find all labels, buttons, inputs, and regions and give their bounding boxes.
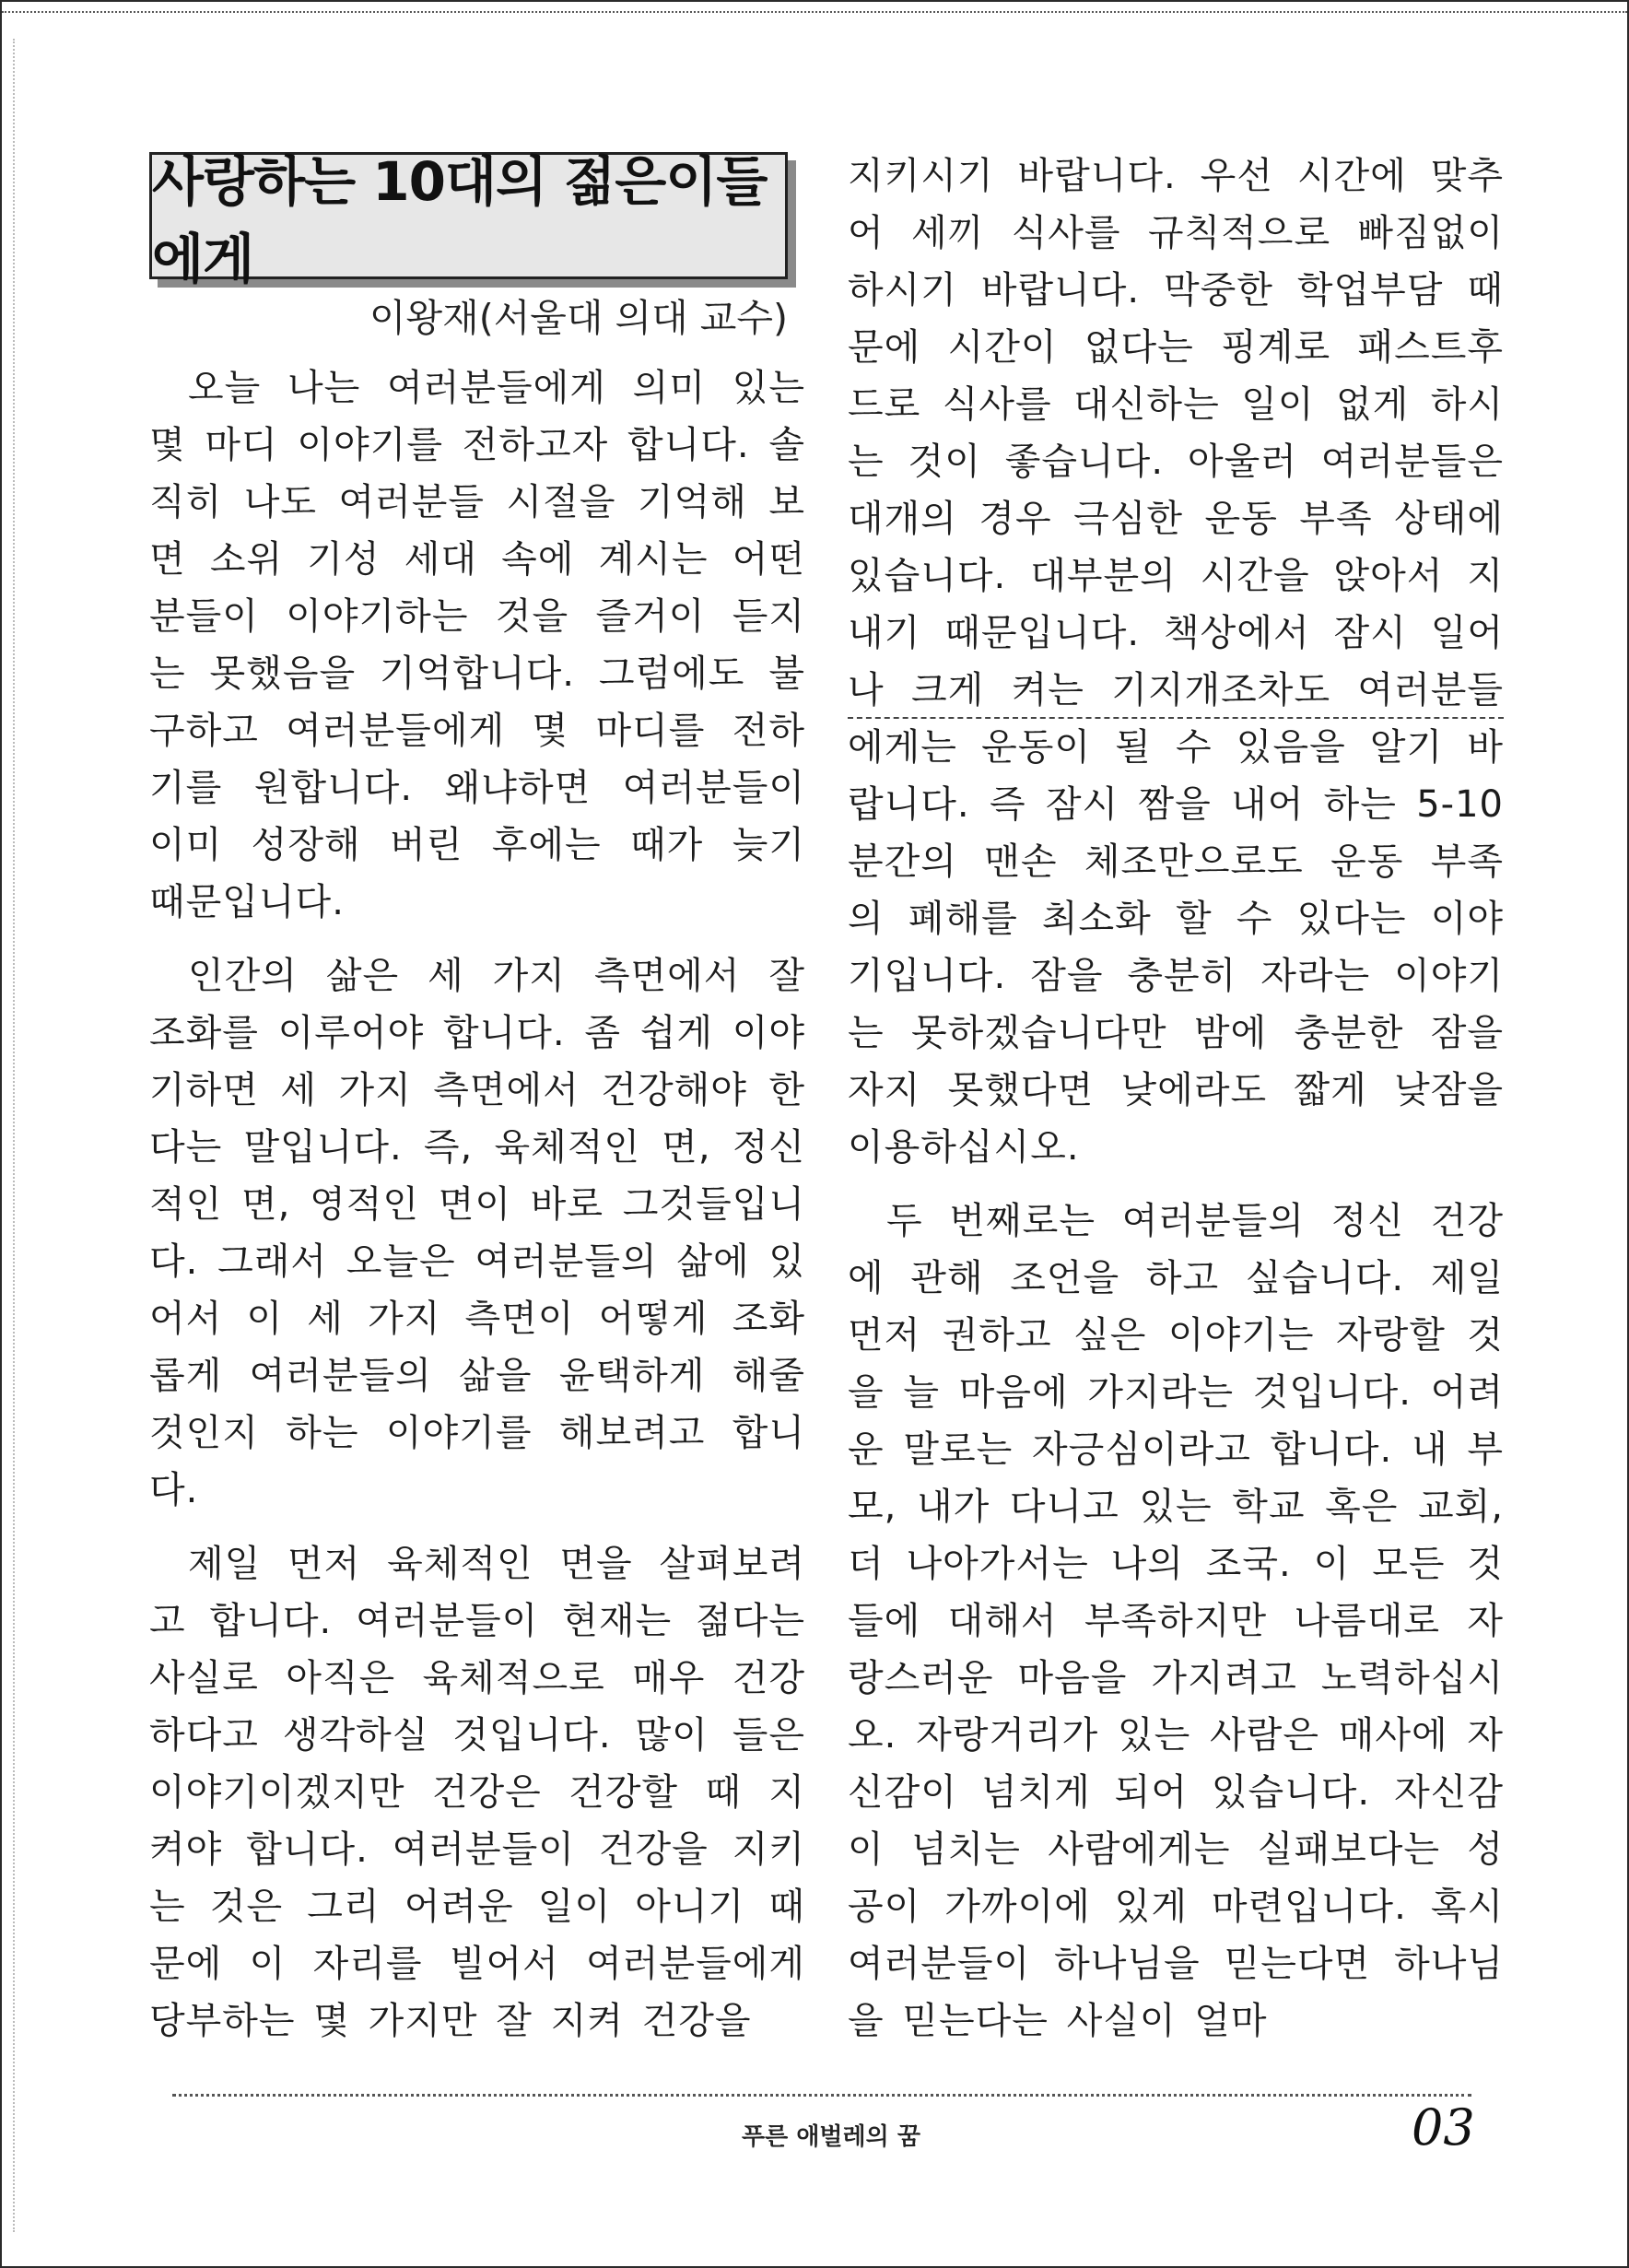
right-column bbox=[848, 147, 1504, 2066]
footer-divider bbox=[172, 2083, 1471, 2097]
byline: 이왕재(서울대 의대 교수) bbox=[369, 296, 788, 340]
left-column bbox=[149, 359, 805, 2066]
paragraph: 지키시기 바랍니다. 우선 시간에 맞추어 세끼 식사를 규칙적으로 빠짐없이 하시기 바랍니다. 막중한 학업부담 때문에 시간이 없다는 핑계로 패스트후드로 식사를 대신하는 일이 없게 하시는 것이 좋습니다. 아울러 여러분들은 대개의 경우 극심한 운동 부족 상태에 있습니다. 대부분의 시간을 앉아서 지내기 때문입니다. 책상에서 잠시 일어나 크게 켜는 기지개조차도 여러분들에게는 운동이 될 수 있음을 알기 바랍니다. 즉 잠시 짬을 내어 하는 5-10분간의 맨손 체조만으로도 운동 부족의 폐해를 최소화 할 수 있다는 이야기입니다. 잠을 충분히 자라는 이야기는 못하겠습니다만 밤에 충분한 잠을 자지 못했다면 낮에라도 짧게 낮잠을 이용하십시오. bbox=[848, 155, 1504, 1169]
publication-title: 푸른 애벌레의 꿈 bbox=[742, 2123, 920, 2151]
article-title: 사랑하는 10대의 젊은이들에게 bbox=[152, 150, 768, 290]
scan-artifact-line bbox=[848, 717, 1504, 719]
title-box bbox=[149, 150, 788, 290]
paragraph: 제일 먼저 육체적인 면을 살펴보려고 합니다. 여러분들이 현재는 젊다는 사실로 아직은 육체적으로 매우 건강하다고 생각하실 것입니다. 많이 들은 이야기이겠지만 건강은 건강할 때 지켜야 합니다. 여러분들이 건강을 지키는 것은 그리 어려운 일이 아니기 때문에 이 자리를 빌어서 여러분들에게 당부하는 몇 가지만 잘 지켜 건강을 bbox=[149, 1543, 805, 2042]
paragraph: 인간의 삶은 세 가지 측면에서 잘 조화를 이루어야 합니다. 좀 쉽게 이야기하면 세 가지 측면에서 건강해야 한다는 말입니다. 즉, 육체적인 면, 정신적인 면, 영적인 면이 바로 그것들입니다. 그래서 오늘은 여러분들의 삶에 있어서 이 세 가지 측면이 어떻게 조화롭게 여러분들의 삶을 윤택하게 해줄 것인지 하는 이야기를 해보려고 합니다. bbox=[149, 955, 805, 1511]
scan-margin-marks bbox=[13, 39, 22, 2232]
page-number: 03 bbox=[1412, 2098, 1475, 2156]
paragraph: 두 번째로는 여러분들의 정신 건강에 관해 조언을 하고 싶습니다. 제일 먼저 권하고 싶은 이야기는 자랑할 것을 늘 마음에 가지라는 것입니다. 어려운 말로는 자긍심이라고 합니다. 내 부모, 내가 다니고 있는 학교 혹은 교회, 더 나아가서는 나의 조국. 이 모든 것들에 대해서 부족하지만 나름대로 자랑스러운 마음을 가지려고 노력하십시오. 자랑거리가 있는 사람은 매사에 자신감이 넘치게 되어 있습니다. 자신감이 넘치는 사람에게는 실패보다는 성공이 가까이에 있게 마련입니다. 혹시 여러분들이 하나님을 믿는다면 하나님을 믿는다는 사실이 얼마 bbox=[848, 1200, 1504, 2042]
top-border-line bbox=[2, 2, 1627, 13]
paragraph: 오늘 나는 여러분들에게 의미 있는 몇 마디 이야기를 전하고자 합니다. 솔직히 나도 여러분들 시절을 기억해 보면 소위 기성 세대 속에 계시는 어떤 분들이 이야기하는 것을 즐거이 듣지는 못했음을 기억합니다. 그럼에도 불구하고 여러분들에게 몇 마디를 전하기를 원합니다. 왜냐하면 여러분들이 이미 성장해 버린 후에는 때가 늦기 때문입니다. bbox=[149, 367, 805, 923]
